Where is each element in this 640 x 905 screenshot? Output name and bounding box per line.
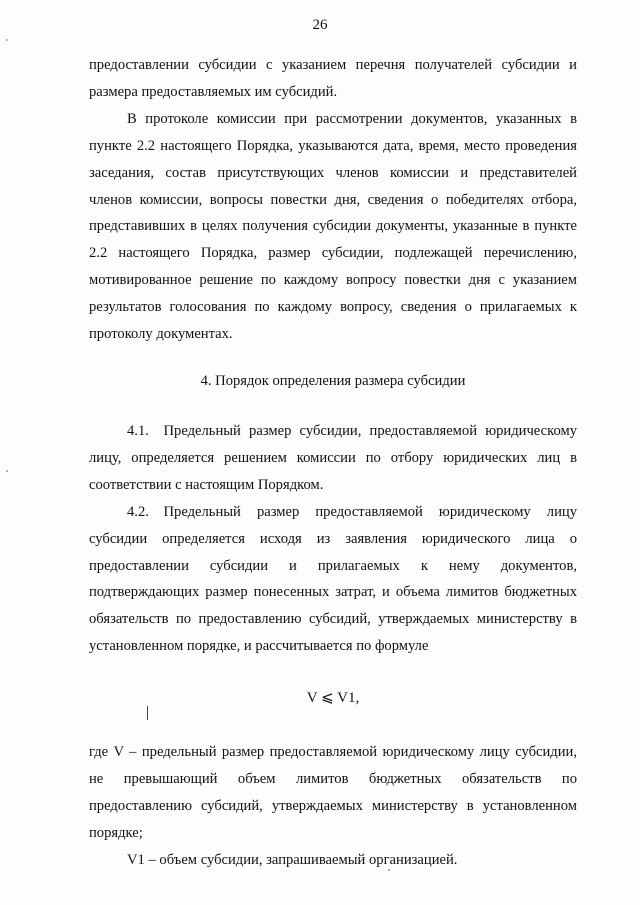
scan-speck [6, 470, 8, 472]
paragraph-commission-protocol: В протоколе комиссии при рассмотрении документов, указанных в пункте 2.2 настоящего Порядка, указываются дата, время, место проведения заседания, состав присутствующих членов комиссии и представителей членов комиссии, вопросы повестки дня, сведения о победителях отбора, представивших в целях получения субсидии документы, указанные в пункте 2.2 настоящего Порядка, размер субсидии, подлежащей перечислению, мотивированное решение по каждому вопросу повестки дня с указанием результатов голосования по каждому вопросу, сведения о прилагаемых к протоколу документах. [89, 110, 577, 343]
scan-speck [388, 869, 390, 871]
section-text-block [89, 418, 577, 660]
page-number: 26 [312, 17, 328, 33]
paragraph-4-1: 4.1. Предельный размер субсидии, предоставляемой юридическому лицу, определяется решением комиссии по отбору юридических лиц в соответствии с настоящим Порядком. [89, 423, 577, 493]
paragraph-definition-v: где V – предельный размер предоставляемой юридическому лицу субсидии, не превышающий объем лимитов бюджетных обязательств по предоставлению субсидий, утверждаемых министерству в установленном порядке; [89, 744, 577, 841]
paragraph-4-2: 4.2. Предельный размер предоставляемой юридическому лицу субсидии определяется исходя из заявления юридического лица о предоставлении субсидии и прилагаемых к нему документов, подтверждающих размер понесенных затрат, и объема лимитов бюджетных обязательств по предоставлению субсидий, утверждаемых министерству в установленном порядке, и рассчитывается по формуле [89, 503, 577, 655]
paragraph-definition-v1: V1 – объем субсидии, запрашиваемый организацией. [127, 851, 458, 868]
scan-artifact-mark [147, 706, 148, 720]
section-heading: 4. Порядок определения размера субсидии [200, 373, 466, 389]
intro-text-block [89, 52, 577, 348]
formula: V ⩽ V1, [306, 690, 360, 706]
paragraph-subsidy-list: предоставлении субсидии с указанием перечня получателей субсидии и размера предоставляемых им субсидий. [89, 57, 577, 100]
definitions-text-block [89, 739, 577, 874]
scan-speck [6, 39, 8, 41]
